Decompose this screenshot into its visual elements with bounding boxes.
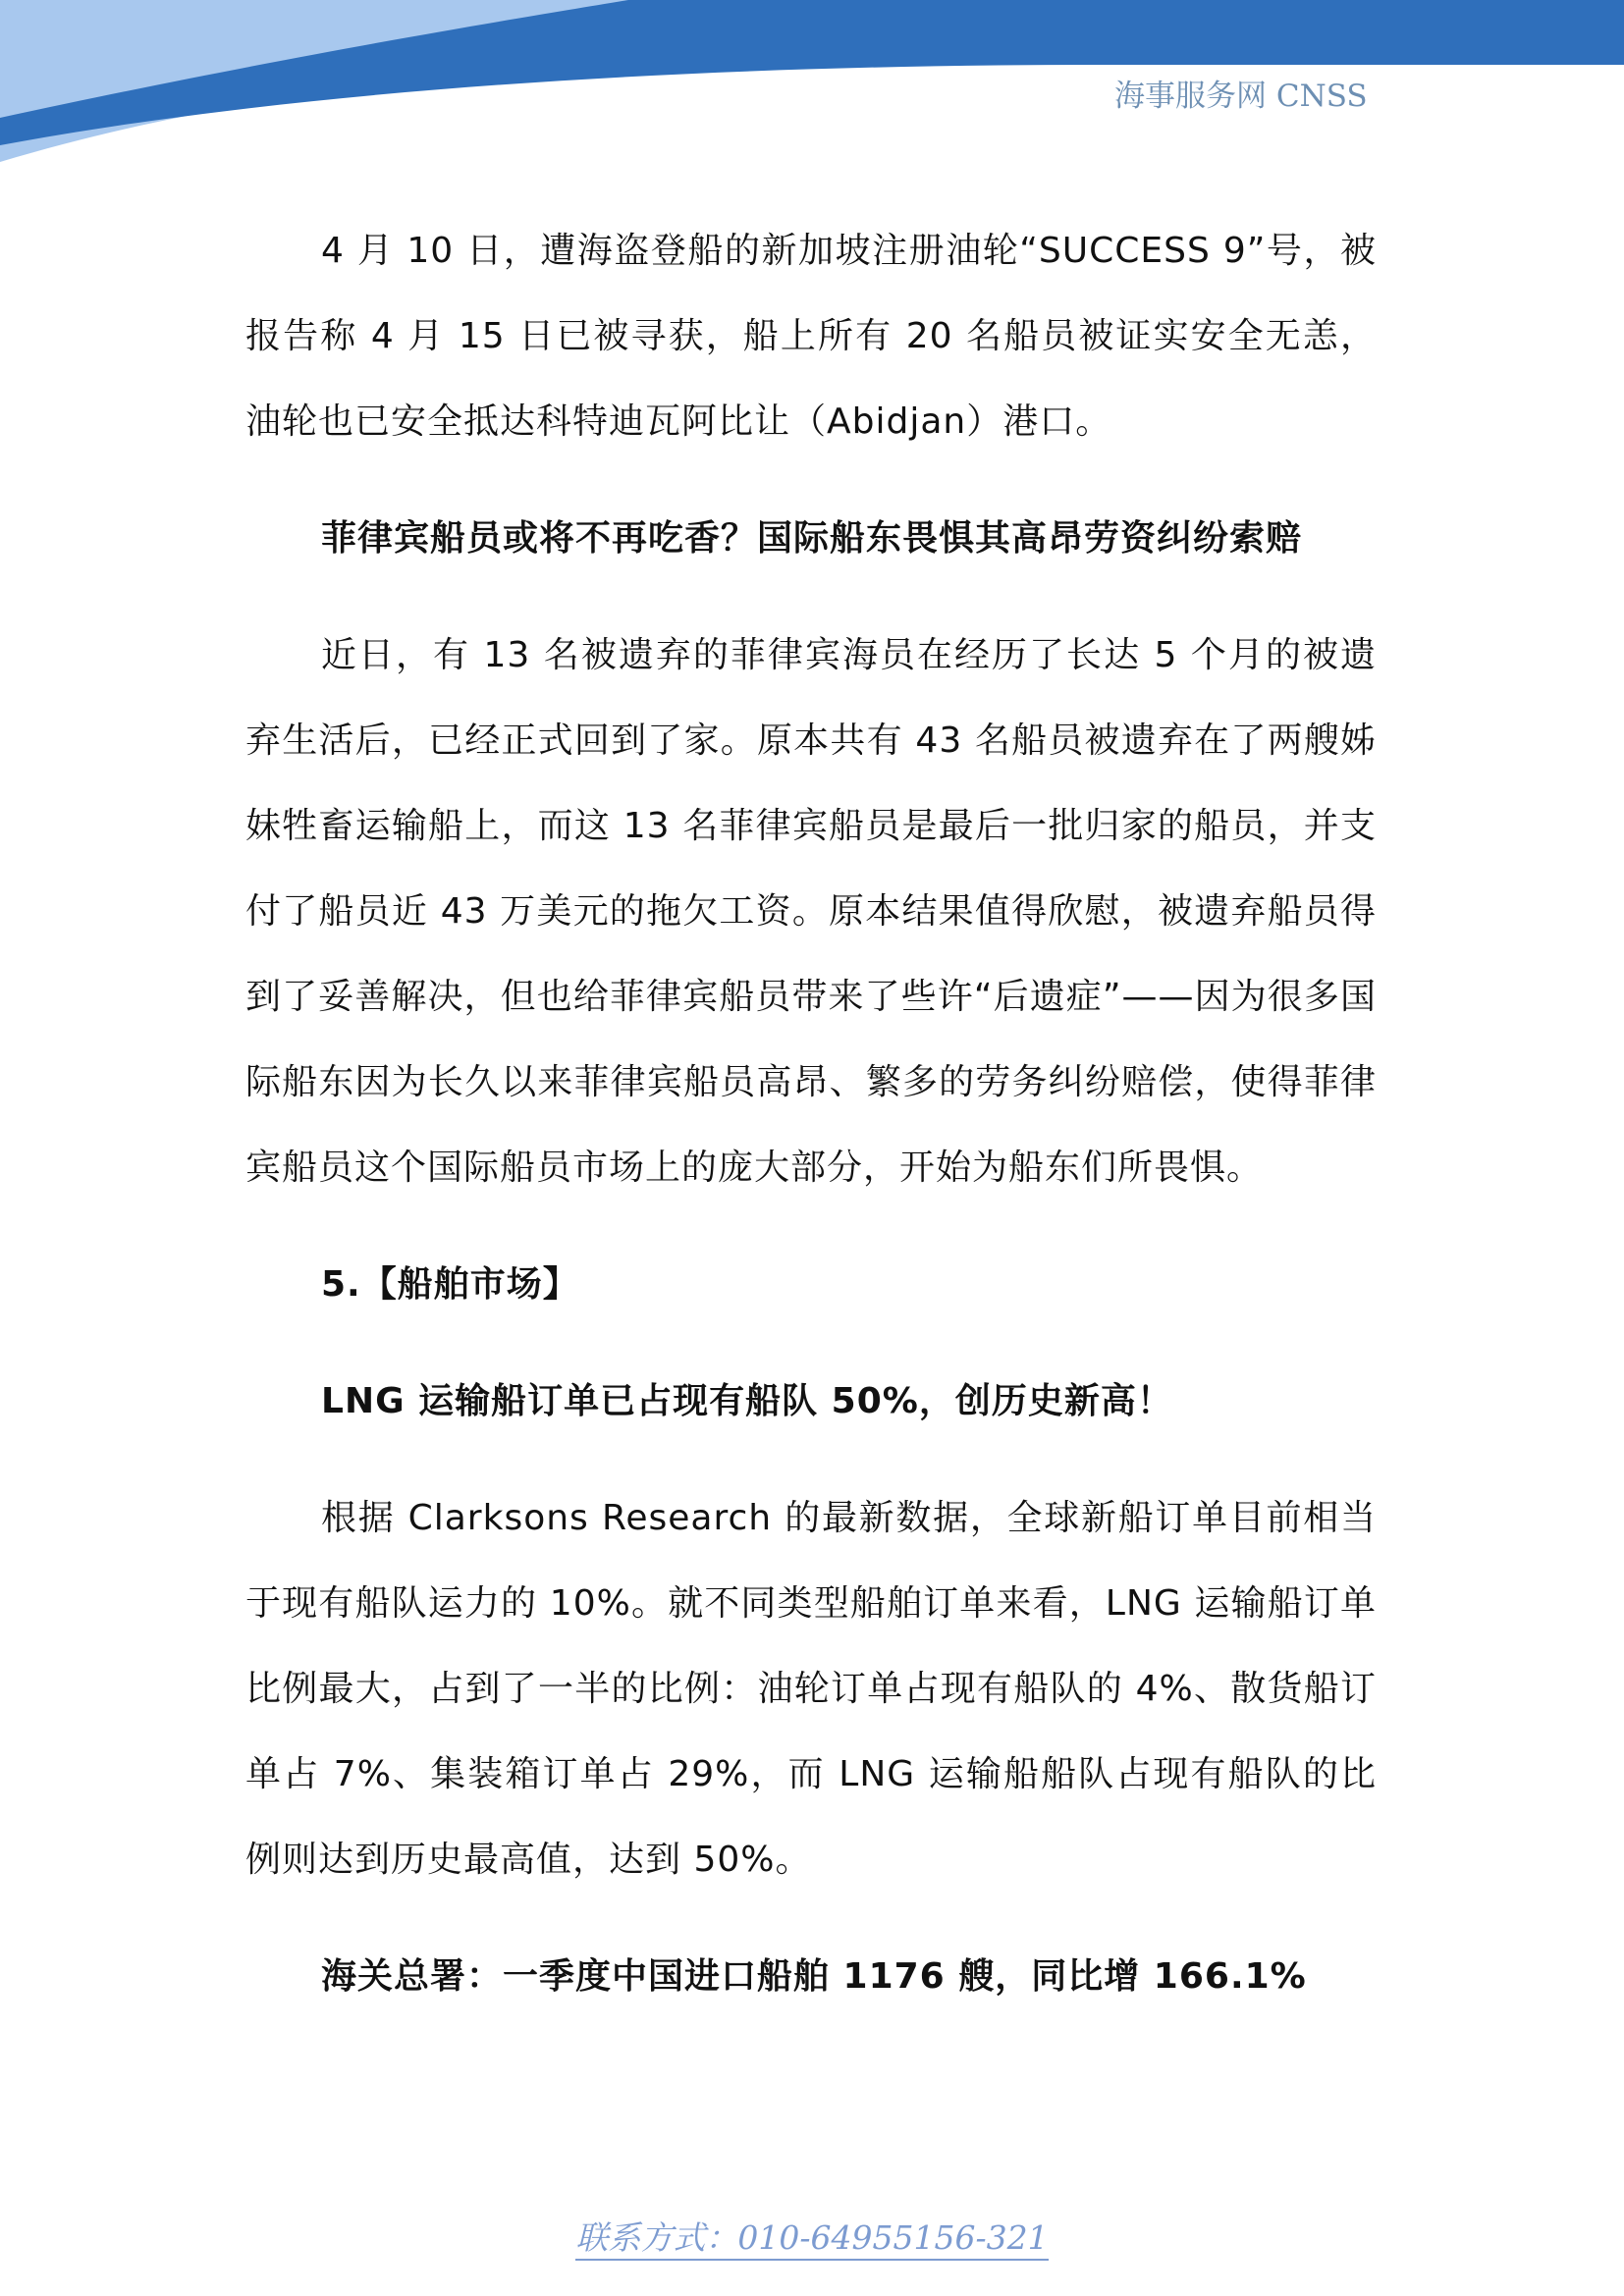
heading-customs-imports: 海关总署：一季度中国进口船舶 1176 艘，同比增 166.1% (321, 1956, 1307, 1997)
footer-contact-text[interactable]: 联系方式：010-64955156-321 (575, 2218, 1048, 2261)
paragraph-success9: 4 月 10 日，遭海盗登船的新加坡注册油轮“SUCCESS 9”号，被报告称 4 月 15 日已被寻获，船上所有 20 名船员被证实安全无恙，油轮也已安全抵达科特迪瓦阿比让（Abidjan）港口。 (245, 231, 1377, 442)
heading-philippine-seafarers: 菲律宾船员或将不再吃香？国际船东畏惧其高昂劳资纠纷索赔 (321, 518, 1303, 559)
paragraph-lng-orders: 根据 Clarksons Research 的最新数据，全球新船订单目前相当于现有船队运力的 10%。就不同类型船舶订单来看，LNG 运输船订单比例最大，占到了一半的比例：油轮订单占现有船队的 4%、散货船订单占 7%、集装箱订单占 29%，而 LNG 运输船船队占现有船队的比例则达到历史最高值，达到 50%。 (245, 1498, 1377, 1880)
article-body (245, 208, 1377, 2019)
paragraph-philippine-seafarers: 近日，有 13 名被遗弃的菲律宾海员在经历了长达 5 个月的被遗弃生活后，已经正式回到了家。原本共有 43 名船员被遗弃在了两艘姊妹牲畜运输船上，而这 13 名菲律宾船员是最后一批归家的船员，并支付了船员近 43 万美元的拖欠工资。原本结果值得欣慰，被遗弃船员得到了妥善解决，但也给菲律宾船员带来了些许“后遗症”——因为很多国际船东因为长久以来菲律宾船员高昂、繁多的劳务纠纷赔偿，使得菲律宾船员这个国际船员市场上的庞大部分，开始为船东们所畏惧。 (245, 635, 1377, 1188)
heading-lng-orders: LNG 运输船订单已占现有船队 50%，创历史新高！ (321, 1381, 1173, 1421)
section-heading-ship-market: 5.【船舶市场】 (321, 1264, 579, 1305)
site-name: 海事服务网 CNSS (1114, 79, 1368, 114)
footer-contact (0, 2213, 1624, 2259)
